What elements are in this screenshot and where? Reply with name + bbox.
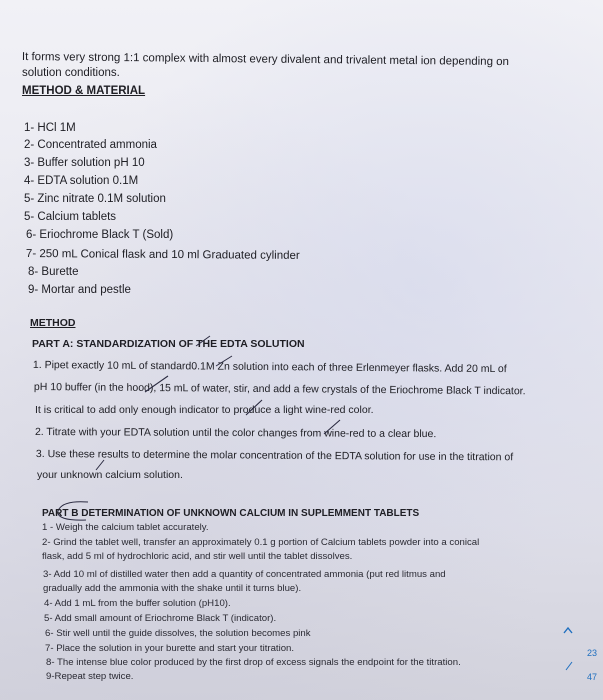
page-total: 47 bbox=[586, 672, 597, 682]
material-item: 5- Calcium tablets bbox=[24, 211, 117, 223]
intro-line-2: solution conditions. bbox=[22, 67, 120, 79]
part-b-line: 3- Add 10 ml of distilled water then add a quantity of concentrated ammonia (put red litmus and bbox=[43, 569, 446, 580]
part-b-line: 1 - Weigh the calcium tablet accurately. bbox=[42, 522, 209, 533]
part-b-line: 5- Add small amount of Eriochrome Black T (indicator). bbox=[44, 613, 277, 624]
part-a-line: 1. Pipet exactly 10 mL of standard0.1M Zn solution into each of three Erlenmeyer flasks. Add 20 mL of bbox=[32, 358, 507, 376]
material-item: 6- Eriochrome Black T (Sold) bbox=[26, 229, 174, 241]
page-divider-slash-icon bbox=[564, 661, 574, 671]
material-item: 4- EDTA solution 0.1M bbox=[24, 175, 139, 187]
method-material-heading: METHOD & MATERIAL bbox=[22, 85, 146, 97]
method-heading: METHOD bbox=[30, 317, 76, 329]
material-item: 9- Mortar and pestle bbox=[28, 284, 131, 296]
part-b-line: gradually add the ammonia with the shake until it turns blue). bbox=[43, 583, 302, 594]
chevron-up-icon[interactable] bbox=[563, 626, 573, 634]
part-b-line: 6- Stir well until the guide dissolves, the solution becomes pink bbox=[45, 628, 311, 639]
material-item: 7- 250 mL Conical flask and 10 ml Graduated cylinder bbox=[25, 247, 300, 262]
part-b-line: 7- Place the solution in your burette and start your titration. bbox=[45, 643, 295, 654]
part-a-line: 2. Titrate with your EDTA solution until the color changes from wine-red to a clear blue. bbox=[34, 426, 437, 441]
part-a-line: pH 10 buffer (in the hood), 15 mL of water, stir, and add a few crystals of the Eriochrome Black T indicator. bbox=[33, 380, 526, 398]
material-item: 2- Concentrated ammonia bbox=[24, 139, 157, 151]
material-item: 5- Zinc nitrate 0.1M solution bbox=[24, 193, 166, 205]
page-current: 23 bbox=[586, 648, 597, 658]
part-a-line: your unknown calcium solution. bbox=[37, 469, 183, 481]
part-a-title: PART A: STANDARDIZATION OF THE EDTA SOLUTION bbox=[32, 338, 305, 350]
part-b-line: 2- Grind the tablet well, transfer an approximately 0.1 g portion of Calcium tablets powder into a conical bbox=[42, 537, 480, 548]
part-b-line: 9-Repeat step twice. bbox=[46, 671, 134, 682]
intro-line-1: It forms very strong 1:1 complex with almost every divalent and trivalent metal ion depending on bbox=[21, 50, 510, 69]
part-a-line: It is critical to add only enough indicator to produce a light wine-red color. bbox=[35, 404, 374, 416]
material-item: 3- Buffer solution pH 10 bbox=[24, 157, 145, 169]
part-b-line: 8- The intense blue color produced by the first drop of excess signals the endpoint for the titration. bbox=[46, 657, 461, 668]
material-item: 1- HCl 1M bbox=[24, 122, 76, 134]
material-item: 8- Burette bbox=[28, 266, 79, 278]
part-b-line: 4- Add 1 mL from the buffer solution (pH10). bbox=[44, 598, 231, 609]
part-a-line: 3. Use these results to determine the molar concentration of the EDTA solution for use in the titration of bbox=[35, 447, 514, 464]
part-b-title: PART B DETERMINATION OF UNKNOWN CALCIUM IN SUPLEMMENT TABLETS bbox=[42, 508, 420, 519]
part-b-line: flask, add 5 ml of hydrochloric acid, and stir well until the tablet dissolves. bbox=[42, 551, 353, 562]
